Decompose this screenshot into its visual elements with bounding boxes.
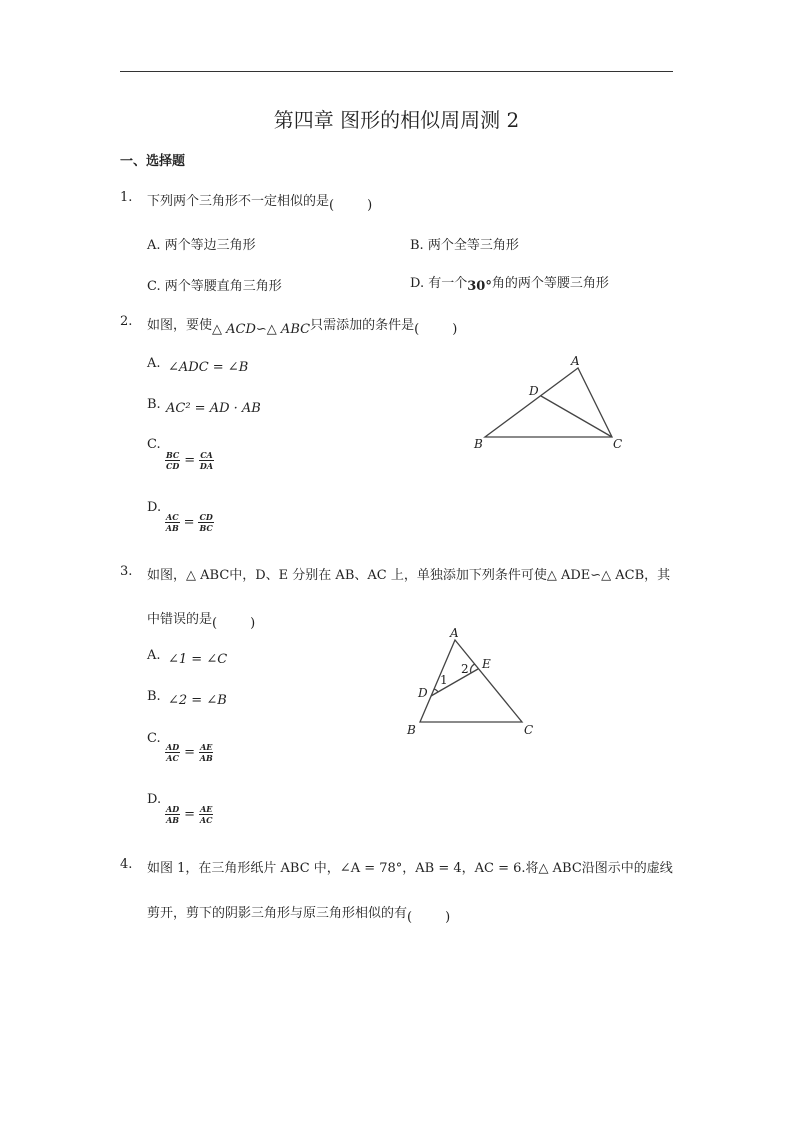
answer-blank: ( ) [212, 616, 256, 631]
label-d: D [529, 384, 539, 398]
q2-option-d: $\frac{AC}{AB}$ = $\frac{CD}{BC}$ [165, 512, 213, 533]
q3-stem: 中错误的是 [147, 612, 213, 627]
q2-b-label: B. [147, 397, 161, 412]
q2-option-b: AC² = AD · AB [166, 401, 261, 416]
q3-option-a: ∠1 = ∠C [168, 652, 228, 667]
triangle-abc [420, 640, 522, 722]
numerator: AD [166, 742, 180, 752]
denominator: AC [166, 753, 179, 763]
numerator: CA [200, 450, 213, 460]
q2-math: △ ACD∽△ ABC [212, 322, 311, 337]
q2-pre: 如图，要使 [147, 318, 213, 333]
q2-option-a: ∠ADC = ∠B [168, 360, 249, 375]
label-c: C [524, 723, 534, 737]
q2-a-label: A. [147, 356, 161, 371]
q1-number: 1. [120, 190, 133, 205]
denominator: DA [199, 461, 214, 471]
q3-d-label: D. [147, 792, 162, 807]
numerator: AE [200, 804, 213, 814]
label-c: C [613, 437, 623, 451]
q2-d-label: D. [147, 500, 162, 515]
q3-option-b: ∠2 = ∠B [168, 693, 227, 708]
denominator: AB [165, 523, 179, 533]
denominator: AB [199, 753, 213, 763]
page-title: 第四章 图形的相似周周测 2 [273, 108, 520, 132]
numerator: CD [199, 512, 213, 522]
q1-d-post: 角的两个等腰三角形 [491, 276, 609, 291]
numerator: AD [166, 804, 180, 814]
q2-number: 2. [120, 314, 133, 329]
angle-1-arc [434, 689, 438, 692]
label-a: A [571, 354, 580, 368]
q3-option-c: $\frac{AD}{AC}$ = $\frac{AE}{AB}$ [166, 742, 213, 763]
denominator: AB [166, 815, 180, 825]
q2-c-label: C. [147, 437, 161, 452]
answer-blank: ( ) [407, 910, 451, 925]
q3-a-label: A. [147, 648, 161, 663]
answer-blank: ( ) [414, 322, 458, 337]
label-e: E [482, 657, 491, 671]
numerator: AE [200, 742, 213, 752]
q3-option-d: $\frac{AD}{AB}$ = $\frac{AE}{AC}$ [166, 804, 213, 825]
angle-label-2: 2 [461, 662, 469, 676]
q2-figure [485, 368, 612, 437]
q3-b-label: B. [147, 689, 161, 704]
q1-option-b: B. 两个全等三角形 [410, 238, 519, 253]
denominator: BC [199, 523, 213, 533]
numerator: BC [166, 450, 180, 460]
q1-option-a: A. 两个等边三角形 [147, 238, 256, 253]
q1-d-pre: D. 有一个 [410, 276, 468, 291]
section-heading: 一、选择题 [120, 154, 186, 169]
q1-option-c: C. 两个等腰直角三角形 [147, 279, 282, 294]
label-b: B [407, 723, 416, 737]
denominator: AC [199, 815, 213, 825]
q2-post: 只需添加的条件是 [310, 318, 415, 333]
q3-figure [420, 640, 522, 722]
numerator: AC [166, 512, 179, 522]
angle-label-1: 1 [440, 673, 448, 687]
q4-stem: 剪开，剪下的阴影三角形与原三角形相似的有 [147, 906, 408, 921]
denominator: CD [165, 461, 180, 471]
label-b: B [474, 437, 483, 451]
q3-c-label: C. [147, 731, 161, 746]
q2-option-c: $\frac{BC}{CD}$ = $\frac{CA}{DA}$ [165, 450, 214, 471]
q4-number: 4. [120, 857, 133, 872]
label-a: A [450, 626, 459, 640]
q1-d-math: 30° [467, 279, 492, 294]
q3-number: 3. [120, 564, 133, 579]
q1-stem: 下列两个三角形不一定相似的是 [147, 194, 330, 209]
answer-blank: ( ) [329, 198, 373, 213]
label-d: D [418, 686, 428, 700]
q4-line1: 如图 1，在三角形纸片 ABC 中，∠A = 78°，AB = 4，AC = 6.将△ ABC沿图示中的虚线 [147, 861, 673, 876]
q3-line1: 如图，△ ABC中，D、E 分别在 AB、AC 上，单独添加下列条件可使△ ADE∽△ ACB，其 [147, 568, 671, 583]
